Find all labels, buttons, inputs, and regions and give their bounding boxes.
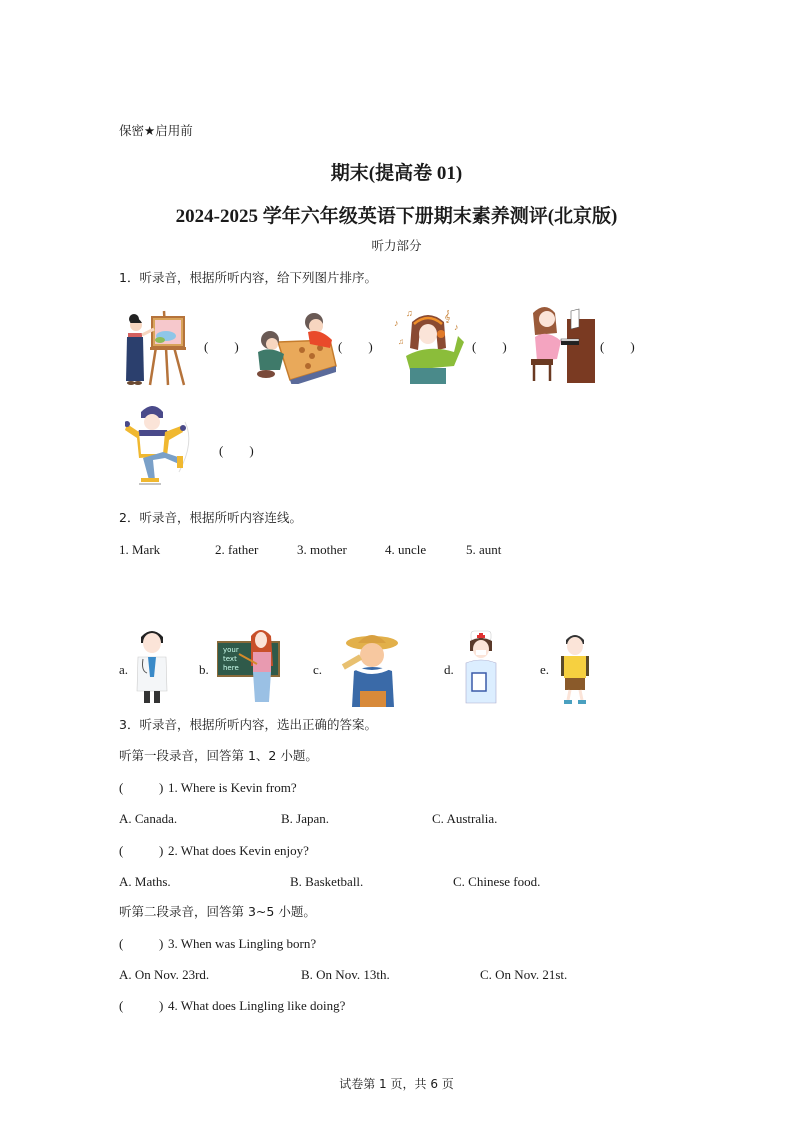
confidential-label: 保密★启用前 (119, 123, 193, 138)
q2-word-3[interactable]: 3. mother (297, 542, 347, 557)
q3-3-option-b[interactable]: B. On Nov. 13th. (301, 967, 390, 982)
q1-instruction: 1．听录音，根据所听内容，给下列图片排序。 (119, 270, 377, 285)
q2-label-b: b. (199, 662, 209, 677)
svg-text:♫: ♫ (398, 337, 404, 346)
q3-4-question: 4. What does Lingling like doing? (168, 998, 346, 1013)
q3-3-question: 3. When was Lingling born? (168, 936, 317, 951)
q1-answer-1[interactable]: ( ) (204, 339, 239, 354)
playing-piano-picture (527, 303, 595, 385)
svg-text:here: here (223, 664, 239, 672)
q3-1-option-a[interactable]: A. Canada. (119, 811, 178, 826)
q3-1-question: 1. Where is Kevin from? (168, 780, 297, 795)
svg-text:♫: ♫ (406, 308, 413, 318)
q3-1-answer-close: ) (159, 780, 164, 795)
q3-3-option-a[interactable]: A. On Nov. 23rd. (119, 967, 210, 982)
q1-answer-5[interactable]: ( ) (219, 443, 254, 458)
farmer-picture[interactable] (340, 631, 406, 707)
listening-music-picture (392, 308, 466, 384)
q3-3-answer-close: ) (159, 936, 164, 951)
page-footer: 试卷第 1 页，共 6 页 (339, 1077, 454, 1091)
q3-2-option-b[interactable]: B. Basketball. (290, 874, 364, 889)
q3-2-option-c[interactable]: C. Chinese food. (453, 874, 541, 889)
q1-answer-4[interactable]: ( ) (600, 339, 635, 354)
q3-2-option-a[interactable]: A. Maths. (119, 874, 171, 889)
q2-word-1[interactable]: 1. Mark (119, 542, 161, 557)
svg-text:𝄞: 𝄞 (444, 311, 451, 323)
svg-text:♪: ♪ (394, 318, 399, 328)
q3-1-option-b[interactable]: B. Japan. (281, 811, 330, 826)
q2-label-c: c. (313, 662, 323, 677)
chess-playing-picture (250, 310, 338, 384)
nurse-picture[interactable] (462, 629, 500, 705)
section-heading: 听力部分 (371, 238, 422, 253)
q2-label-e: e. (540, 662, 550, 677)
q3-1-option-c[interactable]: C. Australia. (432, 811, 498, 826)
q3-4-answer-open[interactable]: ( (119, 998, 124, 1013)
q2-instruction: 2．听录音，根据所听内容连线。 (119, 510, 302, 525)
page-subtitle: 2024-2025 学年六年级英语下册期末素养测评(北京版) (175, 206, 618, 227)
doctor-picture[interactable] (135, 627, 169, 709)
q2-word-4[interactable]: 4. uncle (385, 542, 427, 557)
q2-label-a: a. (119, 662, 129, 677)
student-boy-picture[interactable] (558, 630, 592, 706)
painting-easel-picture (122, 305, 190, 387)
page-title: 期末(提高卷 01) (330, 163, 463, 184)
q1-answer-2[interactable]: ( ) (338, 339, 373, 354)
q3-2-answer-close: ) (159, 843, 164, 858)
q3-part2-heading: 听第二段录音，回答第 3~5 小题。 (119, 904, 316, 919)
svg-text:text: text (223, 655, 237, 663)
q3-4-answer-close: ) (159, 998, 164, 1013)
q3-3-option-c[interactable]: C. On Nov. 21st. (480, 967, 568, 982)
q3-part1-heading: 听第一段录音，回答第 1、2 小题。 (119, 748, 318, 763)
q2-word-5[interactable]: 5. aunt (466, 542, 502, 557)
q2-label-d: d. (444, 662, 454, 677)
q3-2-question: 2. What does Kevin enjoy? (168, 843, 309, 858)
q3-1-answer-open[interactable]: ( (119, 780, 124, 795)
q3-3-answer-open[interactable]: ( (119, 936, 124, 951)
q2-word-2[interactable]: 2. father (215, 542, 259, 557)
teacher-picture[interactable] (217, 626, 281, 708)
ice-skating-picture (125, 402, 199, 488)
svg-text:your: your (223, 646, 239, 654)
q1-answer-3[interactable]: ( ) (472, 339, 507, 354)
svg-text:♪: ♪ (454, 322, 459, 332)
q3-instruction: 3．听录音，根据所听内容，选出正确的答案。 (119, 717, 377, 732)
q3-2-answer-open[interactable]: ( (119, 843, 124, 858)
